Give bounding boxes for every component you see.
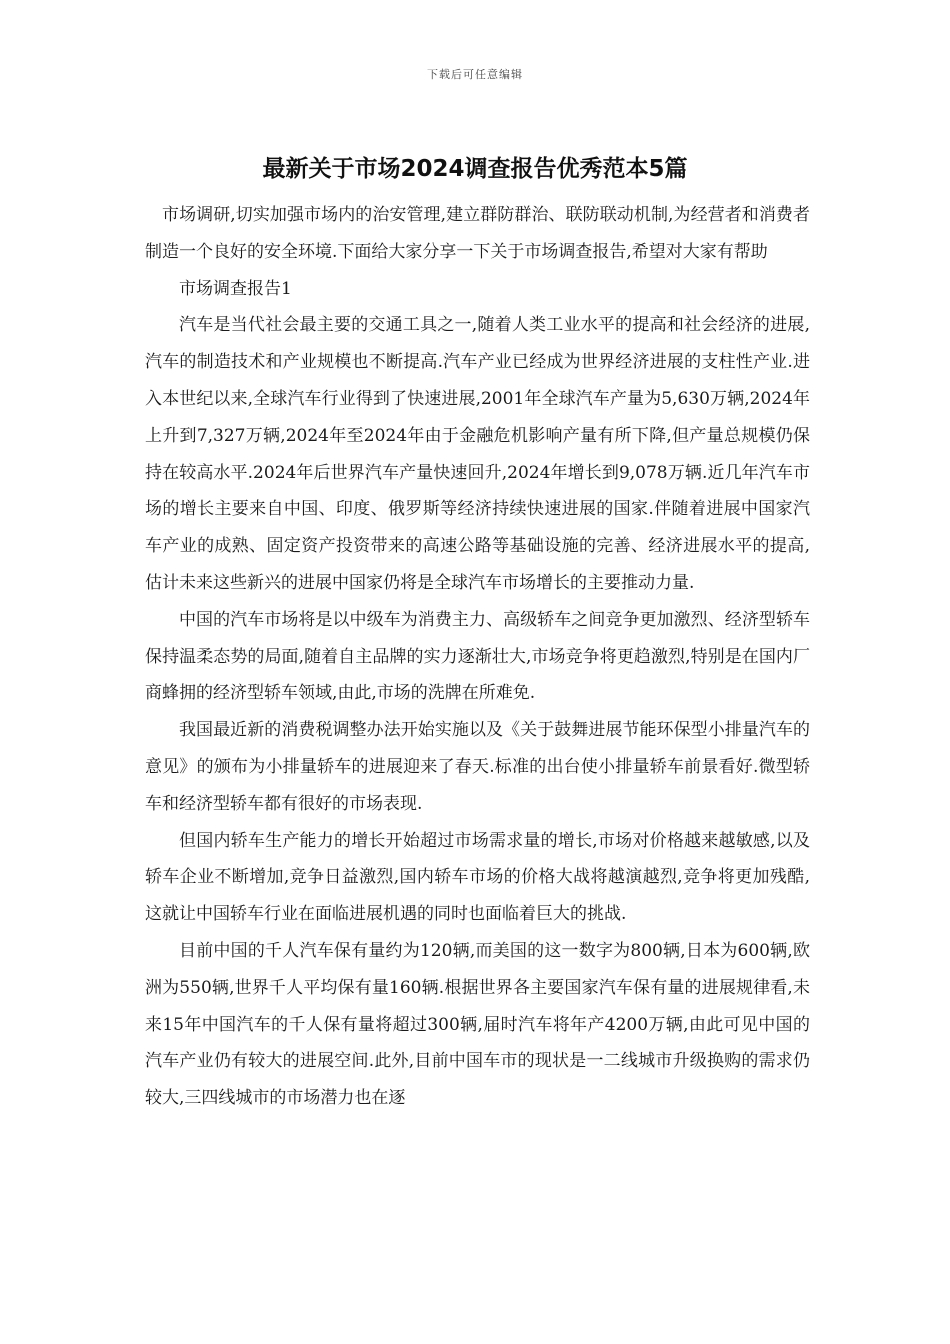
section-heading: 市场调查报告1 [179, 278, 292, 299]
body-paragraph: 我国最近新的消费税调整办法开始实施以及《关于鼓舞进展节能环保型小排量汽车的意见》的颁布为小排量轿车的进展迎来了春天.标准的出台使小排量轿车前景看好.微型轿车和经济型轿车都有很好的市场表现. [145, 720, 810, 814]
document-body [145, 197, 810, 1117]
intro-paragraph: 市场调研,切实加强市场内的治安管理,建立群防群治、联防联动机制,为经营者和消费者制造一个良好的安全环境.下面给大家分享一下关于市场调查报告,希望对大家有帮助 [145, 205, 810, 262]
body-paragraph: 但国内轿车生产能力的增长开始超过市场需求量的增长,市场对价格越来越敏感,以及轿车企业不断增加,竞争日益激烈,国内轿车市场的价格大战将越演越烈,竞争将更加残酷,这就让中国轿车行业在面临进展机遇的同时也面临着巨大的挑战. [145, 830, 810, 925]
body-paragraph: 目前中国的千人汽车保有量约为120辆,而美国的这一数字为800辆,日本为600辆,欧洲为550辆,世界千人平均保有量160辆.根据世界各主要国家汽车保有量的进展规律看,未来15年中国汽车的千人保有量将超过300辆,届时汽车将年产4200万辆,由此可见中国的汽车产业仍有较大的进展空间.此外,目前中国车市的现状是一二线城市升级换购的需求仍较大,三四线城市的市场潜力也在逐 [145, 940, 810, 1109]
header-note: 下载后可任意编辑 [427, 68, 523, 81]
body-paragraph: 中国的汽车市场将是以中级车为消费主力、高级轿车之间竞争更加激烈、经济型轿车保持温柔态势的局面,随着自主品牌的实力逐渐壮大,市场竞争将更趋激烈,特别是在国内厂商蜂拥的经济型轿车领域,由此,市场的洗牌在所难免. [145, 609, 810, 704]
body-paragraph: 汽车是当代社会最主要的交通工具之一,随着人类工业水平的提高和社会经济的进展,汽车的制造技术和产业规模也不断提高.汽车产业已经成为世界经济进展的支柱性产业.进入本世纪以来,全球汽车行业得到了快速进展,2001年全球汽车产量为5,630万辆,2024年上升到7,327万辆,2024年至2024年由于金融危机影响产量有所下降,但产量总规模仍保持在较高水平.2024年后世界汽车产量快速回升,2024年增长到9,078万辆.近几年汽车市场的增长主要来自中国、印度、俄罗斯等经济持续快速进展的国家.伴随着进展中国家汽车产业的成熟、固定资产投资带来的高速公路等基础设施的完善、经济进展水平的提高,估计未来这些新兴的进展中国家仍将是全球汽车市场增长的主要推动力量. [145, 315, 810, 593]
document-title: 最新关于市场2024调查报告优秀范本5篇 [262, 156, 688, 182]
